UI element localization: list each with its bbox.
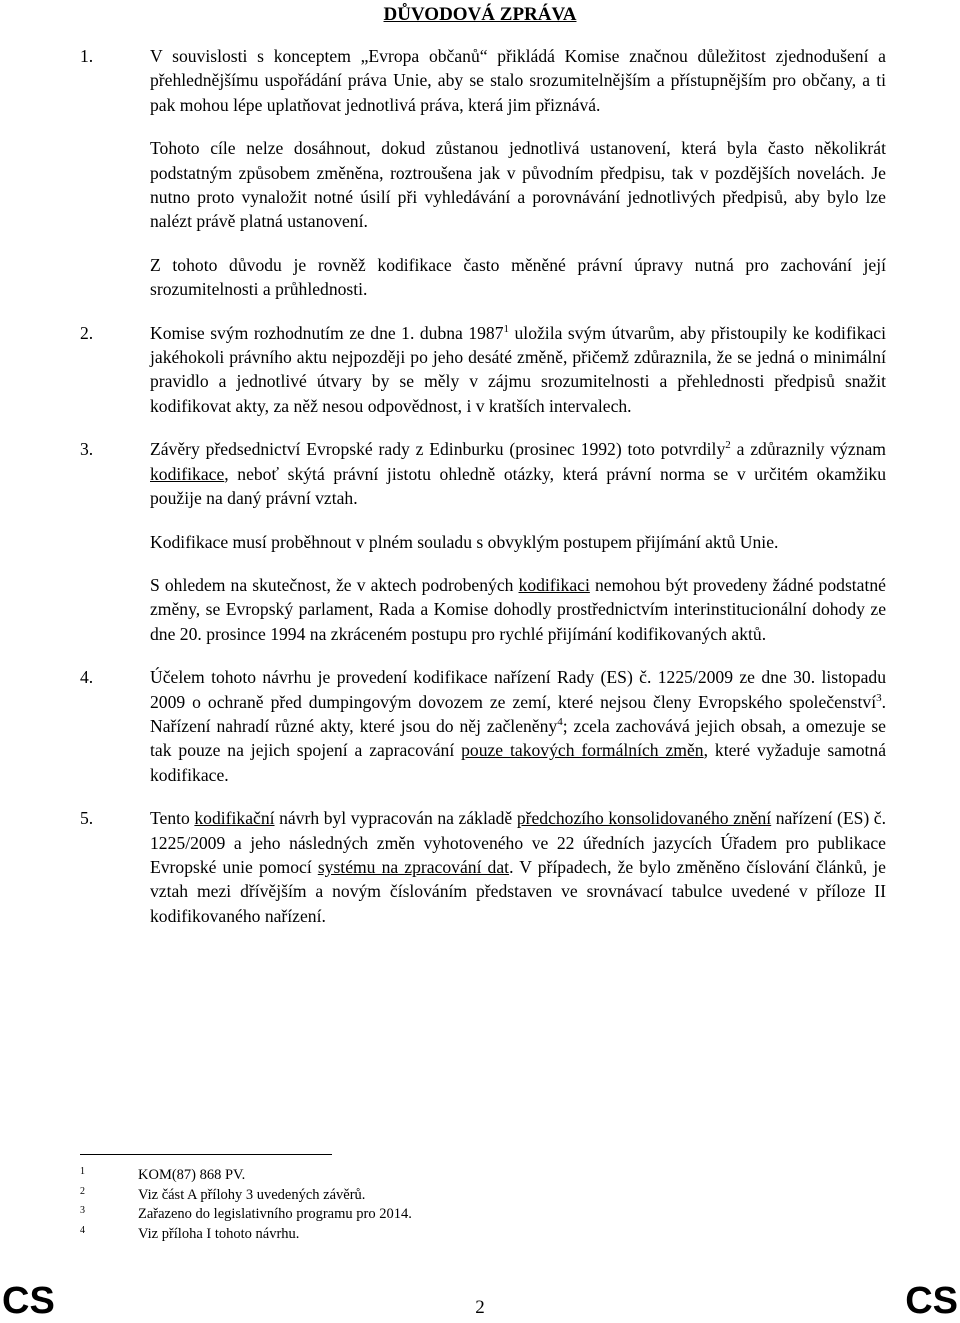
paragraph (80, 136, 886, 234)
paragraph-text: , které vyžaduje samotná kodifikace. (150, 740, 887, 785)
paragraph-text: . Nařízení nahradí různé akty, které jsou do něj začleněny (150, 691, 886, 736)
language-mark-right: CS (905, 1280, 958, 1322)
footnote-text: Viz část A přílohy 3 uvedených závěrů. (138, 1186, 366, 1203)
footnote-number: 4 (80, 1224, 85, 1236)
paragraph-text: , neboť skýtá právní jistotu ohledně otázky, která právní norma se v určitém okamžiku použije na daný právní vztah. (150, 463, 886, 509)
paragraph (80, 573, 886, 646)
paragraph-text: kodifikační (194, 808, 275, 829)
paragraph-text: Účelem tohoto návrhu je provedení kodifikace nařízení Rady (ES) č. 1225/2009 ze dne 30. listopadu 2009 o ochraně před dumpingovým dovozem ze zemí, které nejsou členy Evropského společenství (150, 667, 886, 712)
paragraph-text: . V případech, že bylo změněno číslování článků, je vztah mezi dřívějším a novým číslováním představen ve srovnávací tabulce uvedené v příloze II kodifikovaného nařízení. (150, 856, 886, 926)
paragraph-text: Kodifikace musí proběhnout v plném souladu s obvyklým postupem přijímání aktů Unie. (150, 531, 779, 552)
paragraph-number: 5. (80, 808, 94, 829)
paragraph-text: systému na zpracování dat (317, 856, 510, 877)
paragraph (80, 253, 886, 302)
paragraph-text: předchozího konsolidovaného znění (516, 808, 772, 829)
paragraph-number: 2. (80, 322, 94, 343)
footnotes (80, 1166, 780, 1244)
footnote-reference: 2 (725, 439, 731, 452)
language-mark-left: CS (2, 1280, 55, 1322)
footnote-number: 2 (80, 1185, 85, 1197)
paragraph-text: pouze takových formálních změn (461, 740, 704, 761)
paragraph-number: 4. (80, 667, 94, 688)
paragraph-number: 3. (80, 439, 94, 460)
paragraph-text: nemohou být provedeny žádné podstatné změny, se Evropský parlament, Rada a Komise dohodly prostřednictvím interinstitucionální dohody ze dne 20. prosince 1994 na zkráceném postupu pro rychlé přijímání kodifikovaných aktů. (150, 574, 886, 644)
paragraph-text: kodifikaci (518, 574, 590, 595)
paragraph (80, 665, 886, 787)
footnote-separator (80, 1154, 332, 1155)
footnote (80, 1166, 780, 1186)
paragraph-text: uložila svým útvarům, aby přistoupily ke kodifikaci jakéhokoli právního aktu nejpozději po jeho desáté změně, přičemž zdůraznila, že se jedná o minimální pravidlo a jednotlivé útvary by se měly v zájmu srozumitelnosti a přehlednosti předpisů snažit kodifikovat akty, za něž nesou odpovědnost, i v kratších intervalech. (150, 322, 886, 416)
paragraph (80, 44, 886, 117)
paragraph-text: Z tohoto důvodu je rovněž kodifikace často měněné právní úpravy nutná pro zachování její srozumitelnosti a průhlednosti. (150, 254, 886, 300)
paragraph (80, 806, 886, 928)
paragraph-text: S ohledem na skutečnost, že v aktech podrobených (150, 574, 519, 595)
paragraph (80, 321, 886, 419)
paragraph (80, 437, 886, 510)
paragraph-text: ; zcela zachovává jejich obsah, a omezuje se tak pouze na jejich spojení a zapracování (150, 715, 886, 761)
footnote-text: KOM(87) 868 PV. (138, 1167, 246, 1183)
paragraph-text: nařízení (ES) č. 1225/2009 a jeho následných změn vyhotoveného ve 22 úředních jazycích Úřadem pro publikace Evropské unie pomocí (150, 808, 886, 877)
footnote-reference: 1 (503, 322, 510, 335)
footnote-text: Viz příloha I tohoto návrhu. (138, 1225, 300, 1242)
page-number: 2 (475, 1297, 485, 1318)
paragraph-text: návrh byl vypracován na základě (274, 808, 517, 829)
footnote (80, 1225, 780, 1245)
paragraph-text: V souvislosti s konceptem „Evropa občanů“ přikládá Komise značnou důležitost zjednodušení a přehlednějšímu uspořádání práva Unie, aby se stalo srozumitelnějším a přístupnějším pro občany, a ti pak mohou lépe uplatňovat jednotlivá práva, která jim přiznává. (150, 46, 886, 115)
footnote-number: 1 (80, 1166, 85, 1177)
footnote-text: Zařazeno do legislativního programu pro 2014. (138, 1206, 412, 1222)
footnote-reference: 3 (876, 691, 882, 704)
paragraph-text: Tento (150, 808, 195, 829)
paragraph-number: 1. (80, 46, 94, 66)
document-title: DŮVODOVÁ ZPRÁVA (383, 4, 577, 25)
footnote-number: 3 (80, 1205, 85, 1216)
footnote (80, 1186, 780, 1206)
footnote-reference: 4 (557, 716, 563, 729)
paragraph-text: Tohoto cíle nelze dosáhnout, dokud zůstanou jednotlivá ustanovení, která byla často několikrát podstatným způsobem změněna, roztroušena jak v původním předpisu, tak v pozdějších novelách. Je nutno proto vynaložit notné úsilí při vyhledávání a porovnávání jednotlivých předpisů, aby bylo lze nalézt právě platná ustanovení. (150, 138, 886, 232)
paragraph-text: a zdůraznily význam (730, 439, 886, 460)
document-body (80, 44, 886, 947)
paragraph-text: kodifikace (150, 463, 225, 484)
paragraph-text: Závěry předsednictví Evropské rady z Edinburku (prosinec 1992) toto potvrdily (150, 439, 726, 460)
paragraph-text: Komise svým rozhodnutím ze dne 1. dubna 1987 (150, 322, 504, 343)
footnote (80, 1205, 780, 1225)
paragraph (80, 530, 886, 554)
